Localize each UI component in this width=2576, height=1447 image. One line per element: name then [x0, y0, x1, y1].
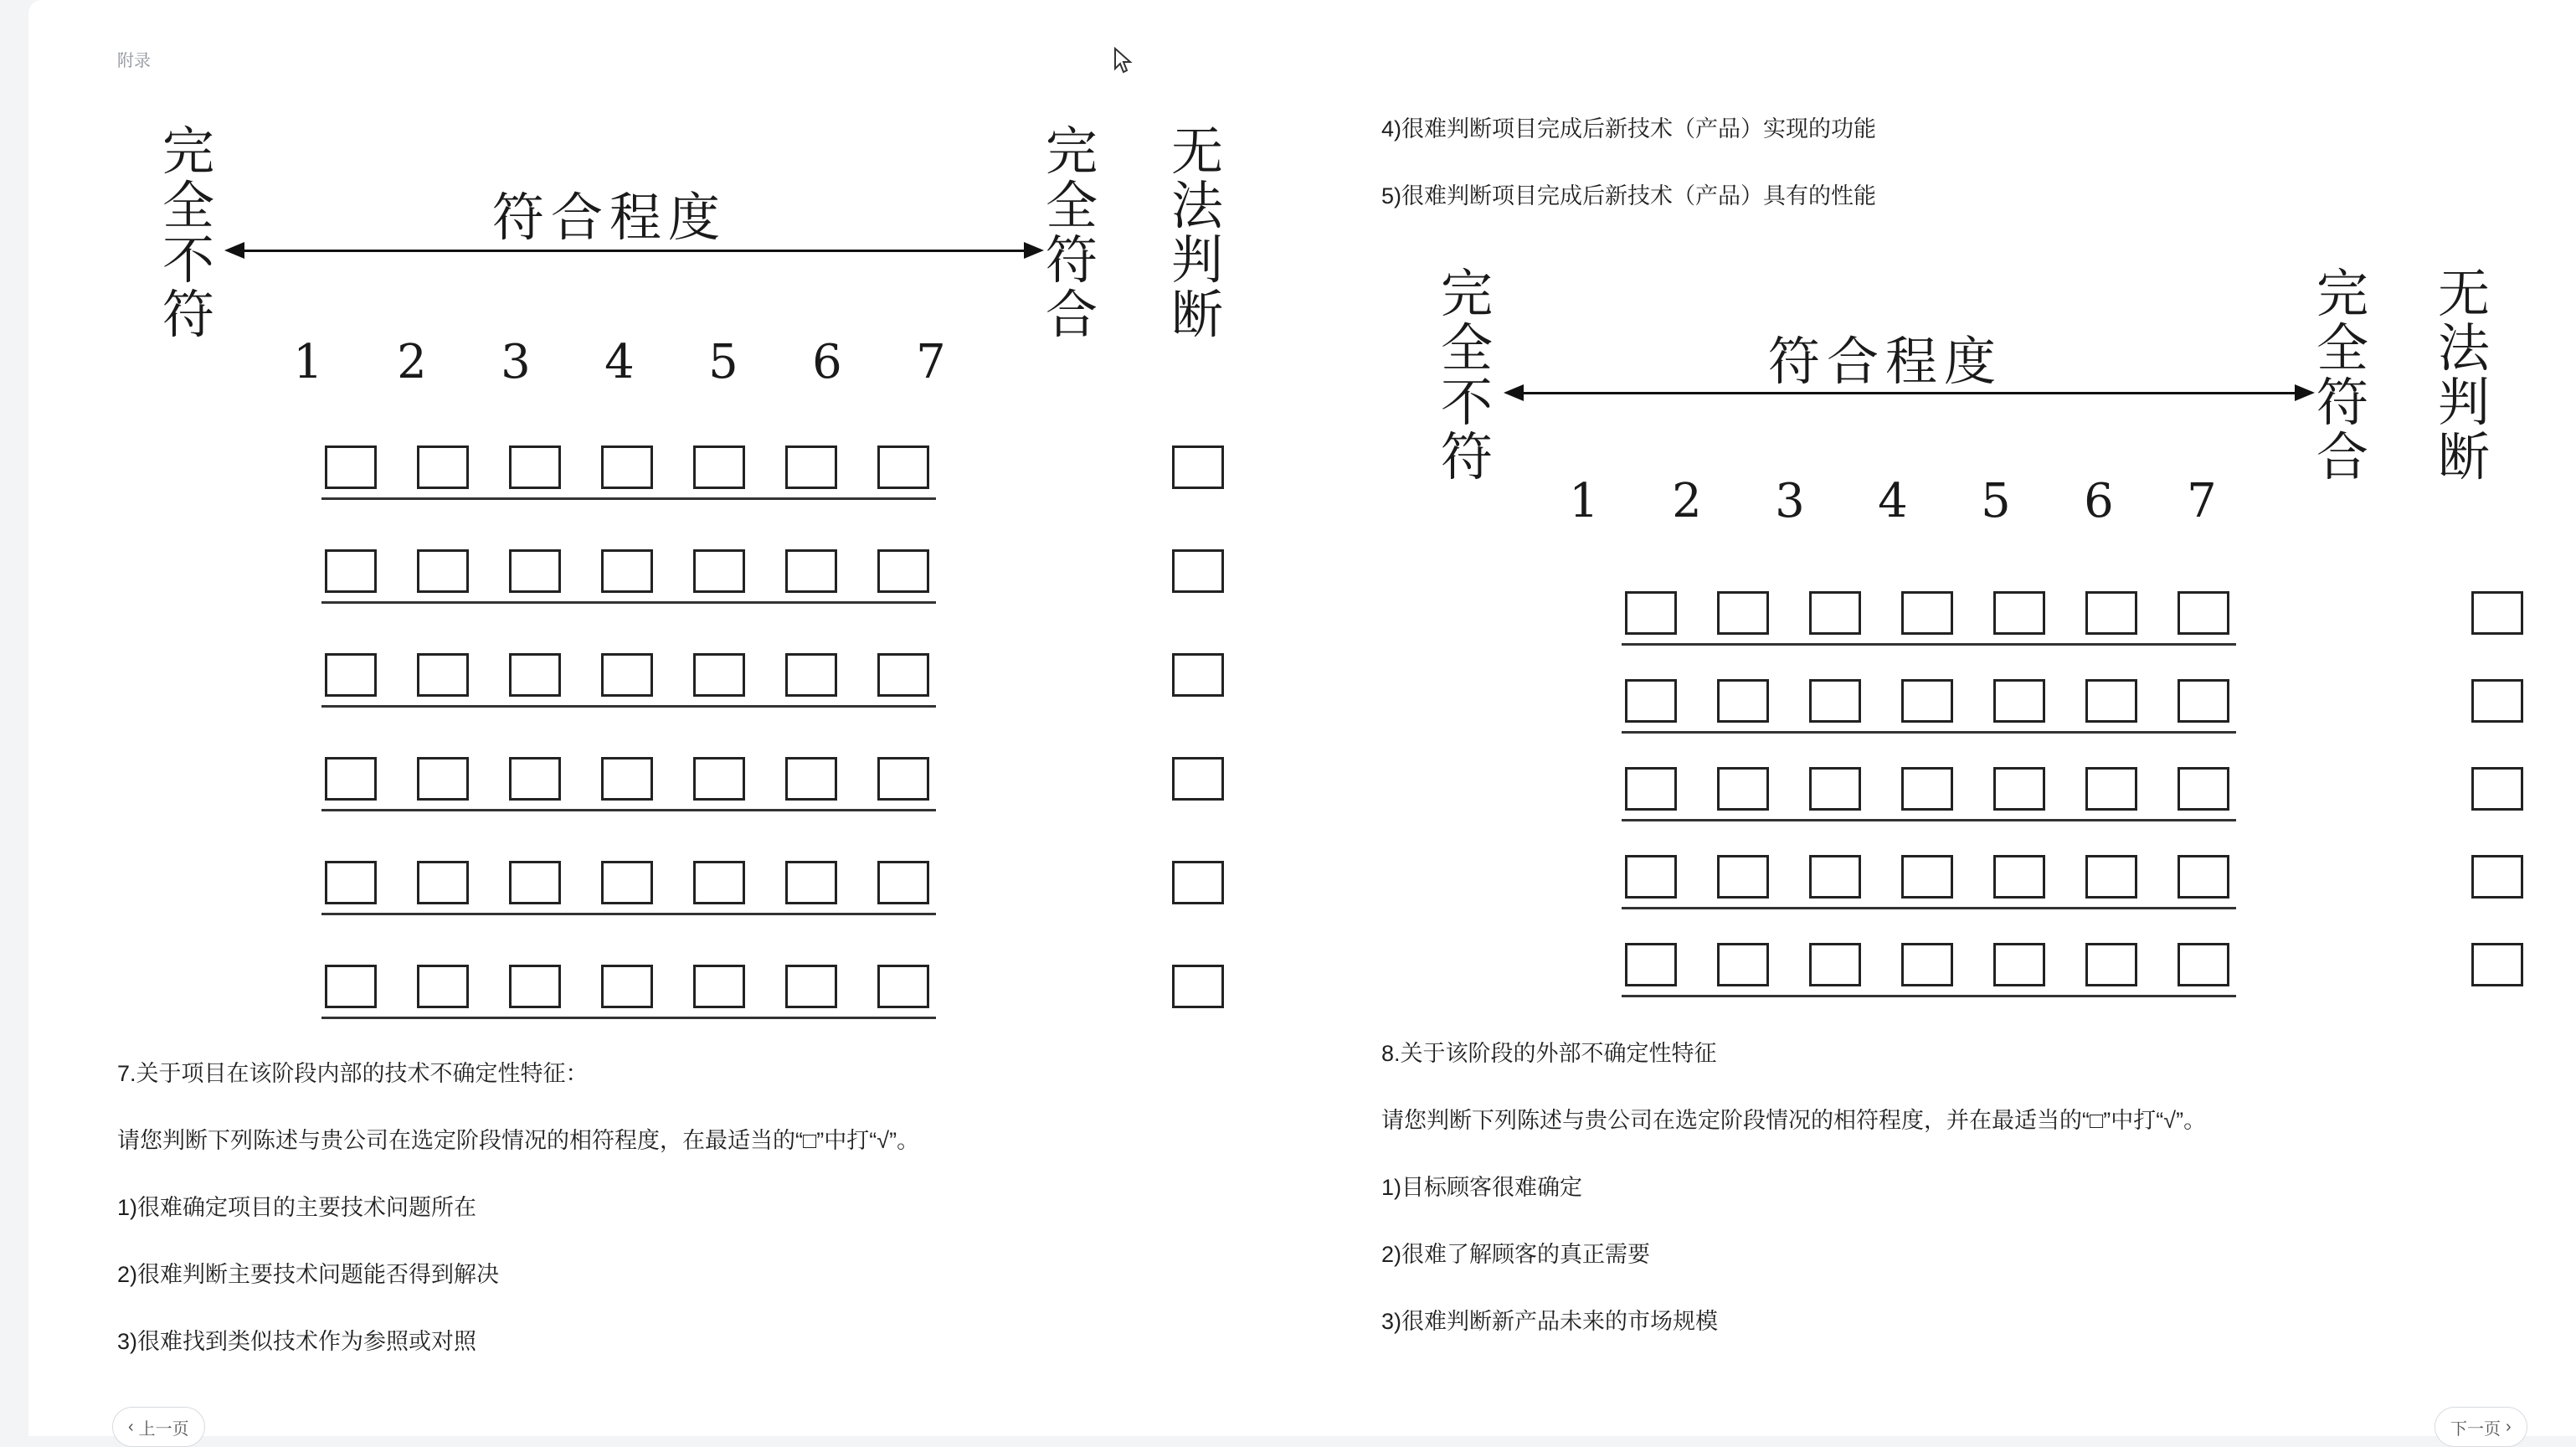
rating-checkbox[interactable]	[785, 861, 837, 904]
rating-checkbox[interactable]	[325, 445, 377, 489]
rating-checkbox[interactable]	[325, 549, 377, 593]
rating-checkbox[interactable]	[601, 965, 653, 1008]
prev-page-button[interactable]	[112, 1407, 205, 1447]
rating-checkbox[interactable]	[1809, 591, 1861, 635]
rating-checkbox[interactable]	[693, 549, 745, 593]
rating-checkbox[interactable]	[509, 861, 561, 904]
na-checkbox[interactable]	[2471, 767, 2523, 811]
rating-checkbox[interactable]	[601, 757, 653, 801]
scale-number: 1	[293, 335, 323, 389]
rating-checkbox[interactable]	[1993, 591, 2045, 635]
section-7-instruction: 请您判断下列陈述与贵公司在选定阶段情况的相符程度，在最适当的“□”中打“√”。	[117, 1128, 920, 1153]
rating-checkbox[interactable]	[1625, 943, 1677, 986]
rating-checkbox[interactable]	[2085, 943, 2137, 986]
scale-number: 2	[397, 335, 427, 389]
rating-checkbox[interactable]	[877, 757, 929, 801]
row-underline	[1622, 643, 2236, 646]
row-underline	[1622, 907, 2236, 909]
section-7-title: 7.关于项目在该阶段内部的技术不确定性特征：	[117, 1061, 589, 1086]
rating-checkbox[interactable]	[601, 861, 653, 904]
row-underline	[321, 809, 936, 811]
scale-left-label-text: 完 全 不 符	[1440, 263, 1493, 487]
scale-number: 3	[501, 335, 531, 389]
rating-checkbox[interactable]	[877, 549, 929, 593]
rating-checkbox[interactable]	[1901, 943, 1953, 986]
rating-checkbox[interactable]	[509, 445, 561, 489]
rating-checkbox[interactable]	[601, 653, 653, 697]
rating-checkbox[interactable]	[1993, 855, 2045, 899]
scale-na-label-text: 无 法 判 断	[1170, 121, 1223, 345]
rating-checkbox[interactable]	[785, 653, 837, 697]
na-checkbox[interactable]	[1172, 757, 1224, 801]
rating-checkbox[interactable]	[325, 861, 377, 904]
rating-checkbox[interactable]	[417, 861, 469, 904]
scale-number: 2	[1672, 474, 1702, 528]
rating-checkbox[interactable]	[325, 757, 377, 801]
na-checkbox[interactable]	[2471, 679, 2523, 723]
rating-checkbox[interactable]	[1717, 855, 1769, 899]
rating-checkbox[interactable]	[2178, 855, 2229, 899]
rating-checkbox[interactable]	[2085, 855, 2137, 899]
rating-checkbox[interactable]	[601, 445, 653, 489]
rating-checkbox[interactable]	[325, 965, 377, 1008]
rating-checkbox[interactable]	[2178, 679, 2229, 723]
rating-checkbox[interactable]	[1993, 767, 2045, 811]
rating-checkbox[interactable]	[1717, 943, 1769, 986]
row-underline	[1622, 819, 2236, 821]
mouse-cursor-icon	[1113, 47, 1134, 75]
rating-checkbox[interactable]	[325, 653, 377, 697]
row-underline	[1622, 731, 2236, 734]
rating-checkbox[interactable]	[1717, 591, 1769, 635]
rating-checkbox[interactable]	[785, 757, 837, 801]
na-checkbox[interactable]	[2471, 855, 2523, 899]
chevron-left-icon: ‹	[128, 1417, 134, 1436]
rating-checkbox[interactable]	[1625, 679, 1677, 723]
rating-checkbox[interactable]	[2178, 943, 2229, 986]
row-underline	[321, 913, 936, 915]
section-7-item: 2)很难判断主要技术问题能否得到解决	[117, 1262, 500, 1287]
rating-checkbox[interactable]	[877, 445, 929, 489]
scale-title: 符合程度	[492, 187, 728, 248]
row-underline	[321, 601, 936, 604]
section-8-title: 8.关于该阶段的外部不确定性特征	[1381, 1041, 1717, 1066]
rating-checkbox[interactable]	[1993, 679, 2045, 723]
rating-checkbox[interactable]	[417, 965, 469, 1008]
rating-checkbox[interactable]	[2178, 767, 2229, 811]
chevron-right-icon: ›	[2506, 1417, 2512, 1436]
na-checkbox[interactable]	[1172, 549, 1224, 593]
na-checkbox[interactable]	[1172, 861, 1224, 904]
scale-number: 4	[1878, 474, 1908, 528]
rating-checkbox[interactable]	[1809, 767, 1861, 811]
rating-checkbox[interactable]	[877, 653, 929, 697]
scale-title: 符合程度	[1768, 331, 2003, 392]
rating-checkbox[interactable]	[1993, 943, 2045, 986]
rating-checkbox[interactable]	[417, 653, 469, 697]
scale-left-label	[1437, 263, 1496, 487]
scale-right-label-text: 完 全 符 合	[2316, 263, 2368, 487]
rating-checkbox[interactable]	[509, 653, 561, 697]
na-checkbox[interactable]	[1172, 445, 1224, 489]
rating-checkbox[interactable]	[877, 965, 929, 1008]
rating-checkbox[interactable]	[785, 549, 837, 593]
scale-arrow	[243, 250, 1026, 252]
scale-number: 7	[916, 335, 946, 389]
scale-na-label	[1168, 121, 1226, 345]
section-7-item: 1)很难确定项目的主要技术问题所在	[117, 1195, 477, 1220]
row-underline	[321, 705, 936, 708]
rating-checkbox[interactable]	[785, 445, 837, 489]
rating-checkbox[interactable]	[693, 653, 745, 697]
rating-checkbox[interactable]	[1901, 679, 1953, 723]
scale-number: 1	[1569, 474, 1599, 528]
section-7-item: 5)很难判断项目完成后新技术（产品）具有的性能	[1381, 183, 1877, 209]
rating-checkbox[interactable]	[2085, 679, 2137, 723]
rating-checkbox[interactable]	[2178, 591, 2229, 635]
na-checkbox[interactable]	[1172, 653, 1224, 697]
rating-checkbox[interactable]	[785, 965, 837, 1008]
rating-checkbox[interactable]	[417, 757, 469, 801]
rating-checkbox[interactable]	[693, 861, 745, 904]
rating-checkbox[interactable]	[509, 757, 561, 801]
na-checkbox[interactable]	[2471, 943, 2523, 986]
section-7-item: 3)很难找到类似技术作为参照或对照	[117, 1329, 477, 1354]
section-8-item: 1)目标顾客很难确定	[1381, 1175, 1583, 1200]
appendix-header: 附录	[117, 52, 151, 70]
scale-number: 5	[708, 335, 738, 389]
section-8-item: 3)很难判断新产品未来的市场规模	[1381, 1309, 1719, 1334]
scale-number: 6	[812, 335, 842, 389]
rating-checkbox[interactable]	[1625, 767, 1677, 811]
scale-number: 4	[604, 335, 635, 389]
prev-page-label: 上一页	[138, 1419, 189, 1439]
rating-checkbox[interactable]	[1809, 855, 1861, 899]
row-underline	[321, 497, 936, 500]
rating-checkbox[interactable]	[1901, 767, 1953, 811]
scale-na-label	[2435, 263, 2493, 487]
scale-na-label-text: 无 法 判 断	[2437, 263, 2490, 487]
scale-right-label	[2313, 263, 2372, 487]
scale-number: 3	[1775, 474, 1805, 528]
scale-left-label-text: 完 全 不 符	[162, 121, 214, 345]
rating-checkbox[interactable]	[601, 549, 653, 593]
rating-checkbox[interactable]	[417, 549, 469, 593]
rating-checkbox[interactable]	[509, 965, 561, 1008]
rating-checkbox[interactable]	[693, 445, 745, 489]
section-7-item: 4)很难判断项目完成后新技术（产品）实现的功能	[1381, 116, 1877, 142]
next-page-button[interactable]	[2435, 1407, 2527, 1447]
scale-right-label-text: 完 全 符 合	[1045, 121, 1098, 345]
rating-checkbox[interactable]	[509, 549, 561, 593]
scale-arrow	[1522, 392, 2296, 394]
rating-checkbox[interactable]	[1901, 855, 1953, 899]
rating-checkbox[interactable]	[2085, 591, 2137, 635]
rating-checkbox[interactable]	[417, 445, 469, 489]
row-underline	[321, 1017, 936, 1019]
rating-checkbox[interactable]	[1809, 943, 1861, 986]
rating-checkbox[interactable]	[1625, 855, 1677, 899]
rating-checkbox[interactable]	[693, 965, 745, 1008]
scale-right-label	[1042, 121, 1101, 345]
next-page-label: 下一页	[2450, 1419, 2501, 1439]
rating-checkbox[interactable]	[1809, 679, 1861, 723]
rating-checkbox[interactable]	[2085, 767, 2137, 811]
na-checkbox[interactable]	[2471, 591, 2523, 635]
rating-checkbox[interactable]	[877, 861, 929, 904]
section-8-instruction: 请您判断下列陈述与贵公司在选定阶段情况的相符程度，并在最适当的“□”中打“√”。	[1381, 1108, 2207, 1133]
scale-number: 6	[2084, 474, 2114, 528]
rating-checkbox[interactable]	[1901, 591, 1953, 635]
row-underline	[1622, 995, 2236, 997]
section-8-item: 2)很难了解顾客的真正需要	[1381, 1242, 1651, 1267]
rating-checkbox[interactable]	[693, 757, 745, 801]
na-checkbox[interactable]	[1172, 965, 1224, 1008]
rating-checkbox[interactable]	[1717, 767, 1769, 811]
scale-left-label	[159, 121, 218, 345]
scale-number: 7	[2187, 474, 2217, 528]
rating-checkbox[interactable]	[1625, 591, 1677, 635]
scale-number: 5	[1981, 474, 2011, 528]
rating-checkbox[interactable]	[1717, 679, 1769, 723]
